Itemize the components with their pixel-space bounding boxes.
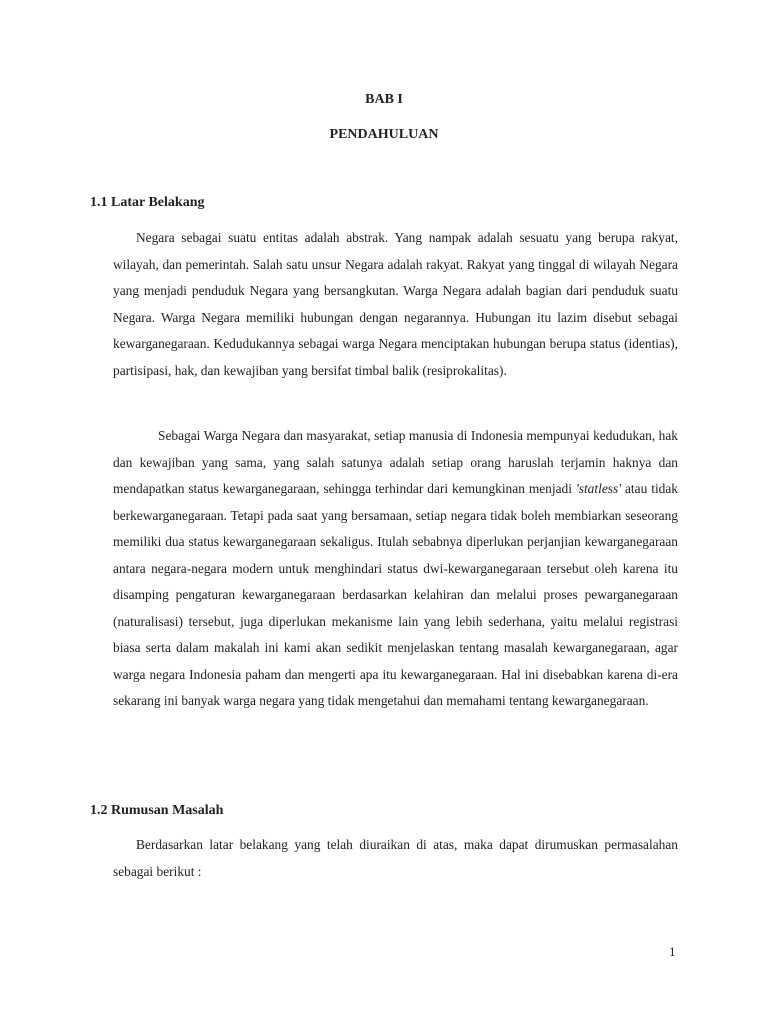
section-heading-rumusan-masalah: 1.2 Rumusan Masalah <box>90 803 224 818</box>
section-heading-latar-belakang: 1.1 Latar Belakang <box>90 195 205 210</box>
paragraph-latar-belakang-2 <box>113 423 678 715</box>
paragraph-italic-term: 'statless' <box>575 481 622 496</box>
page-number: 1 <box>669 944 676 959</box>
chapter-title: PENDAHULUAN <box>329 127 439 142</box>
paragraph-text-after: atau tidak berkewarganegaraan. Tetapi pada saat yang bersamaan, setiap negara tidak boleh membiarkan seseorang memiliki dua status kewarganegaraan sekaligus. Itulah sebabnya diperlukan perjanjian kewarganegaraan antara negara-negara modern untuk menghindari status dwi-kewarganegaraan tersebut oleh karena itu disamping pengaturan kewarganegaraan berdasarkan kelahiran dan melalui proses pewarganegaraan (naturalisasi) tersebut, juga diperlukan mekanisme lain yang lebih sederhana, yaitu melalui registrasi biasa serta dalam makalah ini kami akan sedikit menjelaskan tentang masalah kewarganegaraan, agar warga negara Indonesia paham dan mengerti apa itu kewarganegaraan. Hal ini disebabkan karena di-era sekarang ini banyak warga negara yang tidak mengetahui dan memahami tentang kewarganegaraan. <box>113 481 679 708</box>
paragraph-rumusan-masalah-1: Berdasarkan latar belakang yang telah diuraikan di atas, maka dapat dirumuskan permasalahan sebagai berikut : <box>113 837 678 879</box>
paragraph-text-before: Sebagai Warga Negara dan masyarakat, setiap manusia di Indonesia mempunyai kedudukan, hak dan kewajiban yang sama, yang salah satunya adalah setiap orang haruslah terjamin haknya dan mendapatkan status kewarganegaraan, sehingga terhindar dari kemungkinan menjadi <box>113 428 678 496</box>
paragraph-latar-belakang-1: Negara sebagai suatu entitas adalah abstrak. Yang nampak adalah sesuatu yang berupa rakyat, wilayah, dan pemerintah. Salah satu unsur Negara adalah rakyat. Rakyat yang tinggal di wilayah Negara yang menjadi penduduk Negara yang bersangkutan. Warga Negara adalah bagian dari penduduk suatu Negara. Warga Negara memiliki hubungan dengan negarannya. Hubungan itu lazim disebut sebagai kewarganegaraan. Kedudukannya sebagai warga Negara menciptakan hubungan berupa status (identias), partisipasi, hak, dan kewajiban yang bersifat timbal balik (resiprokalitas). <box>113 230 678 378</box>
chapter-number: BAB I <box>365 92 403 107</box>
